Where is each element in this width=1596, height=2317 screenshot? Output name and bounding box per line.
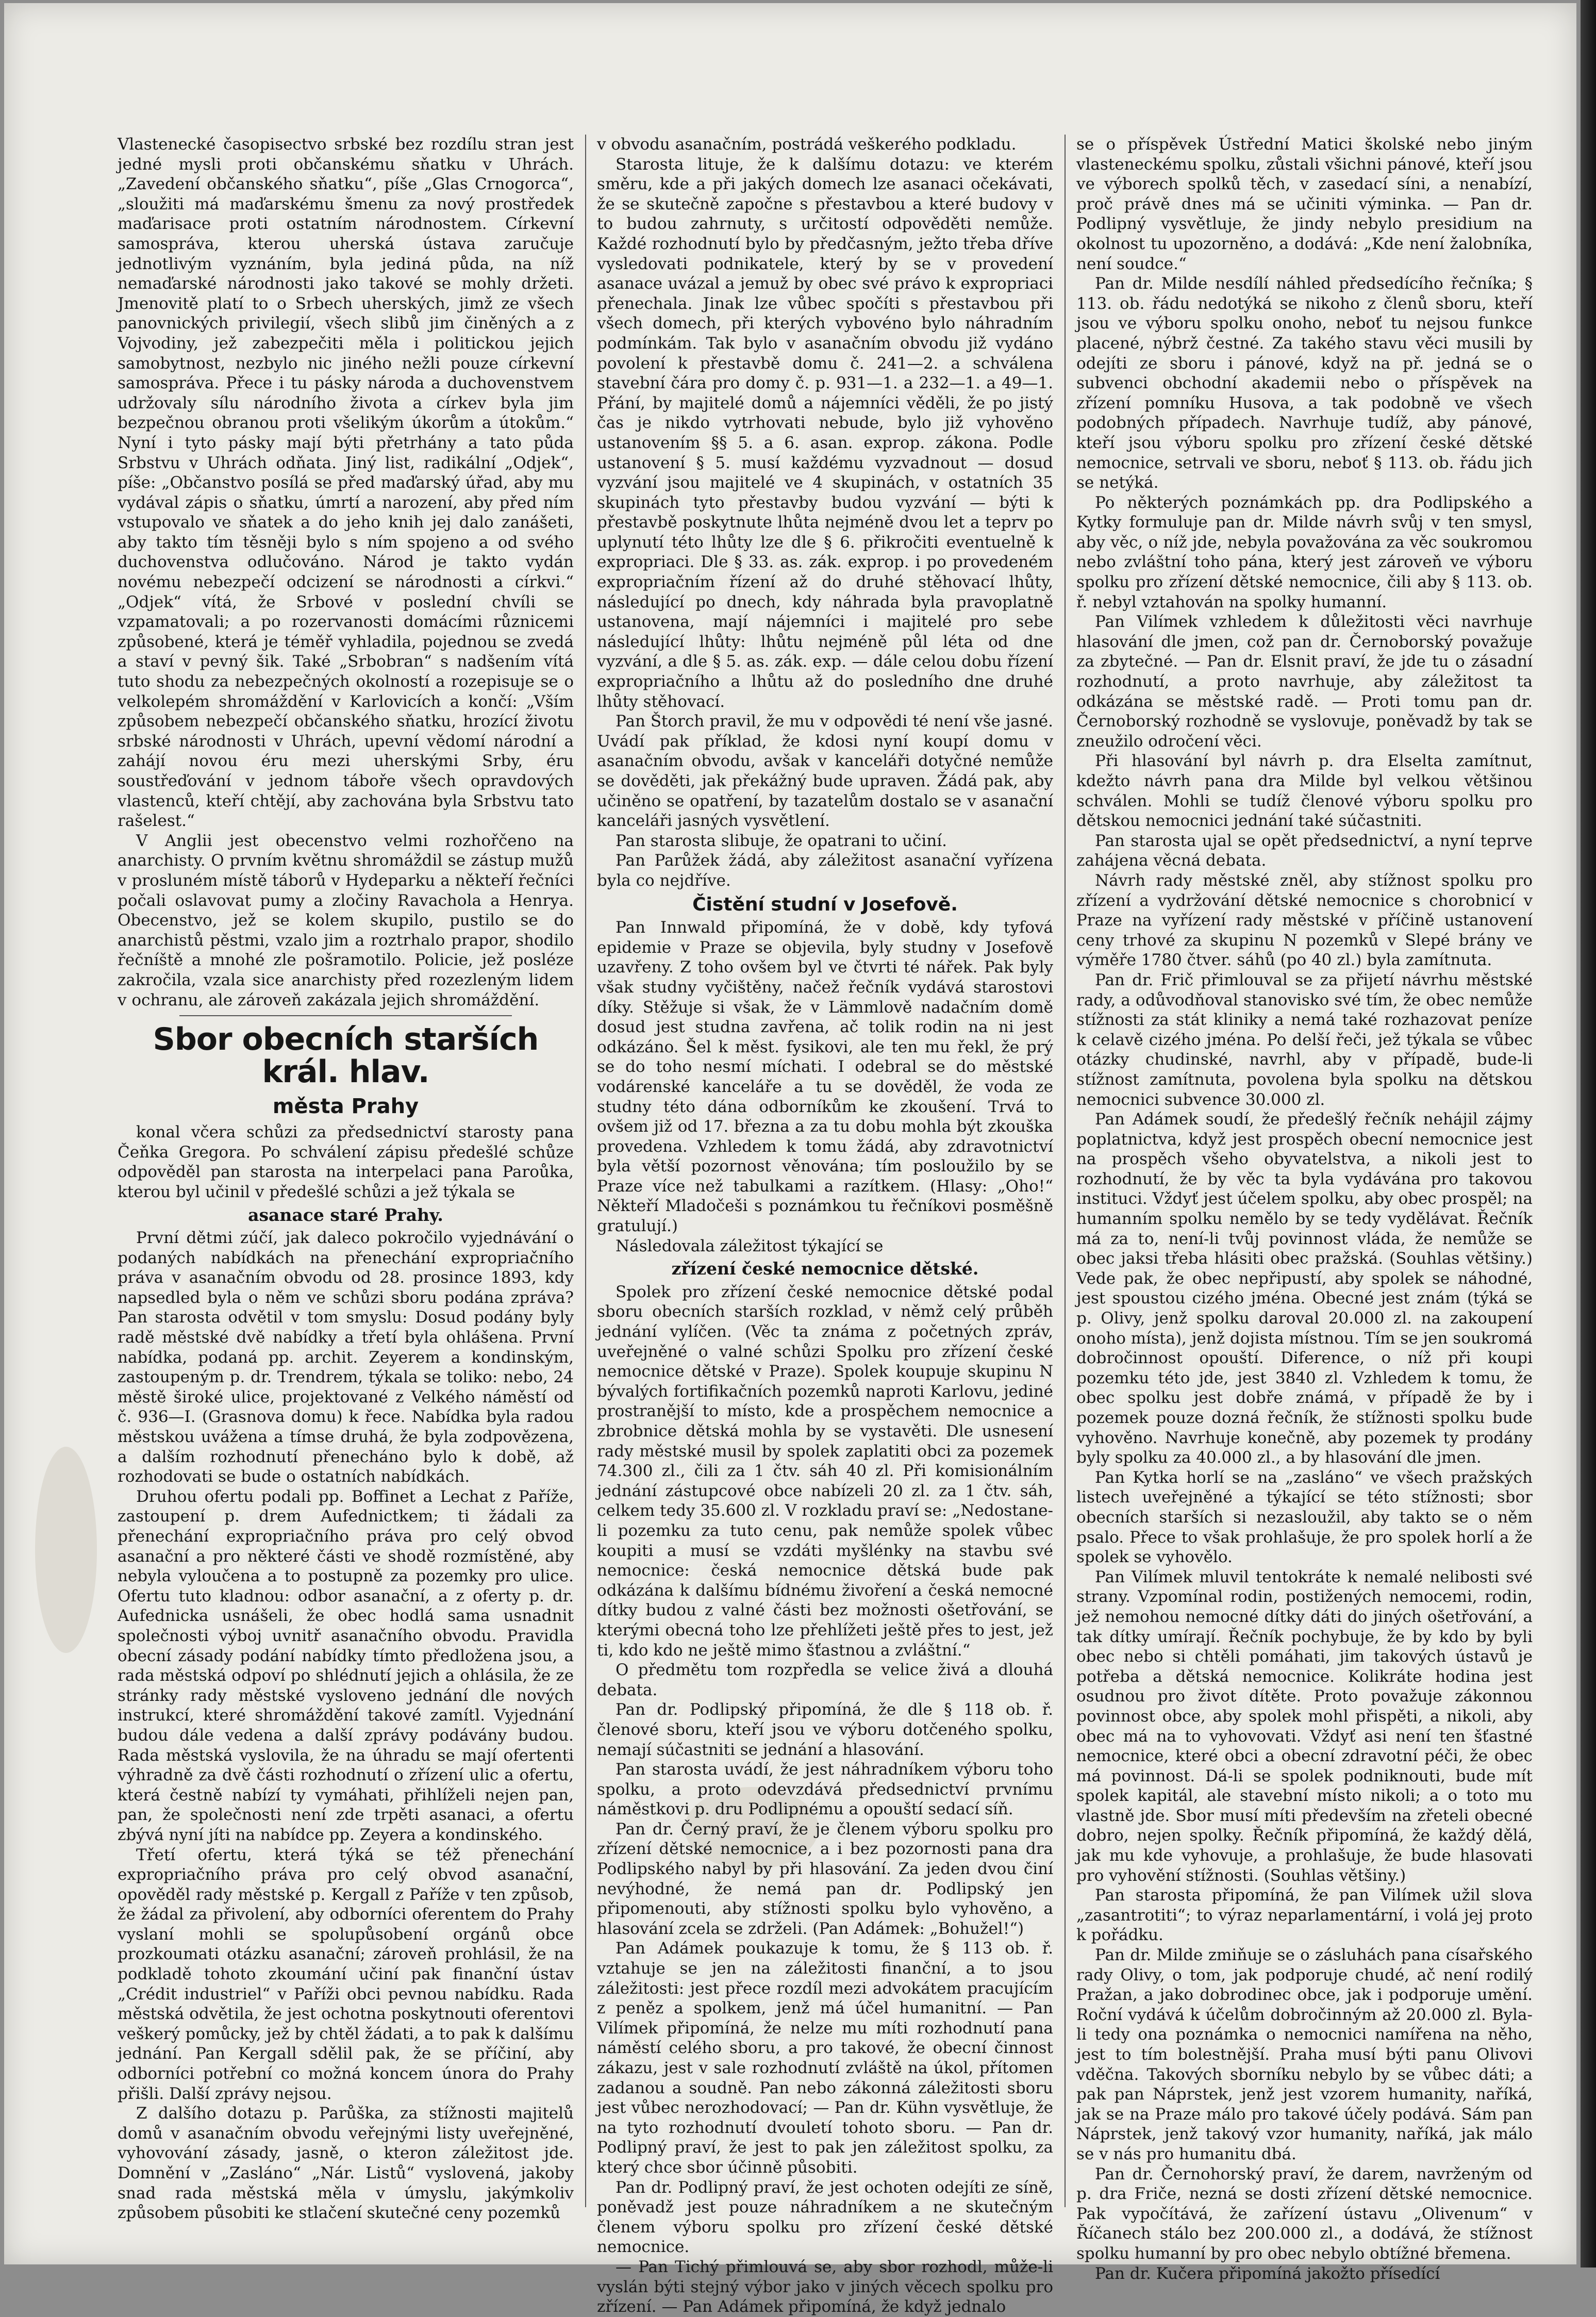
- paragraph-second-offer: Druhou ofertu podali pp. Boffinet a Lechat z Paříže, zastoupení p. drem Aufednictkem; ti žádali za přenechání expropriačního práva pro celý obvod asanační a pro některé části ve shodě rozmístěné, aby nebyla vyloučena a to postupně za pozemky pro ulice. Ofertu tuto kladnou: odbor asanační, a z oferty p. dr. Aufednicka usnášeli, že obec hodlá sama usnadnit společnosti výboj uvnitř asanačního obvodu. Pravidla obecní zásady podání nabídky tímto předložena jsou, a rada městská odpoví po shlédnutí jejich a ohlásila, že ze stránky rady městské vysloveno jednání dle nových instrukcí, které shromáždění takové zamítl. Vyjednání budou dále vedena a další zprávy podávány budou. Rada městská vyslovila, že na úhradu se mají ofertenti výhradně za dvě části rozhodnutí o zřízení ulic a ofertu, která čestně nabízí ty vymáhati, přihlíželi nejen pan, pan, že společnosti není zde trpěti asanaci, a ofertu zbývá nyní jíti na nabídce pp. Zeyera a kondinského.: [118, 1487, 574, 1844]
- paragraph-adamek: Pan Adámek poukazuje k tomu, že § 113 ob. ř. vztahuje se jen na záležitosti finanční, a to jsou záležitosti: jest přece rozdíl mezi advokátem pracujícím z peněz a spolkem, jenž má účel humanitní. — Pan Vilímek připomíná, že nelze mu míti rozhodnutí pana náměstí celého sboru, a pro takové, že obecní činnost zákazu, jest v sale rozhodnutí zvláště na úkol, přítomen zadanou a soudně. Pan nebo zákonná záležitosti sboru jest vůbec nerozhodovací; — Pan dr. Kühn vysvětluje, že na tyto rozhodnutí dvouletí tohoto sboru. — Pan dr. Podlipný praví, že jest to pak jen záležitost spolku, za který chce sbor účinně působiti.: [597, 1939, 1053, 2177]
- paragraph-milde: Pan dr. Milde nesdílí náhled předsedícího řečníka; § 113. ob. řádu nedotýká se nikoho z členů sboru, kteří jsou ve výboru spolku onoho, neboť tu nejsou funkce placené, nýbrž čestné. Za takého stavu věci musili by odejíti ze sboru i pánové, když na př. jedná se o subvenci obchodní akademii nebo o příspěvek na zřízení pomníku Husova, a tak podobně ve všech podobných případech. Navrhuje tudíž, aby pánové, kteří jsou výboru spolku pro zřízení české dětské nemocnice, setrvali ve sboru, neboť § 113. ob. řádu jich se netýká.: [1076, 274, 1533, 492]
- paragraph-kucera: Pan dr. Kučera připomíná jakožto přísedící: [1095, 2264, 1440, 2283]
- paragraph-mayor-order: Pan starosta připomíná, že pan Vilímek užil slova „zasantrotiti“; to výraz neparlamentární, i volá jej proto k pořádku.: [1076, 1886, 1533, 1945]
- divider: [179, 1015, 512, 1016]
- paragraph-third-offer: Třetí ofertu, která týká se též přenechání expropriačního práva pro celý obvod asanační, opověděl rady městské p. Kergall z Paříže v ten způsob, že žádal za přivolení, aby odborníci oferentem do Prahy vyslaní mohli se spolupůsobení orgánů obce prozkoumati otázku asanační; zároveň prohlásil, že na podkladě tohoto zkoumání učiní pak finanční ústav „Crédit industriel“ v Paříži obci pevnou nabídku. Rada městská odvětila, že jest ochotna poskytnouti oferentovi veškerý pomůcky, jež by chtěl žádati, a to pak k dalšímu jednání. Pan Kergall sdělil pak, že se příčiní, aby odborníci potřební co možná koncem února do Prahy přišli. Další zprávy nejsou.: [118, 1845, 574, 2103]
- paragraph-following-matter: Následovala záležitost týkající se: [616, 1236, 884, 1255]
- paragraph-podlipny: Pan dr. Podlipný praví, že jest ochoten odejíti ze síně, poněvadž jest pouze náhradníkem a ne skutečným členem výboru spolku pro zřízení české dětské nemocnice.: [597, 2178, 1053, 2257]
- paragraph-continuation: v obvodu asanačním, postrádá veškerého podkladu.: [597, 135, 1017, 154]
- newspaper-page: [4, 3, 1576, 2316]
- paragraph-contribution: se o příspěvek Ústřední Matici školské nebo jiným vlasteneckému spolku, zůstali všichni pánové, kteří jsou ve výborech spolků těch, v zasedací síni, a nenabízí, proč právě dnes má se učiniti výminka. — Pan dr. Podlipný vysvětluje, že jindy nebylo presidium na okolnost tu upozorněno, a dodává: „Kde není žalobníka, není soudce.“: [1076, 135, 1533, 273]
- paragraph-innwald: Pan Innwald připomíná, že v době, kdy tyfová epidemie v Praze se objevila, byly studny v Josefově uzavřeny. Z toho ovšem byl ve čtvrti té nářek. Pak byly však studny vyčištěny, načež řečník vydává starostovi díky. Stěžuje si však, že v Lämmlově nadačním domě dosud jest studna zavřena, ač tolik rodin na ni jest odkázáno. Šel k měst. fysikovi, ale ten mu řekl, že prý se do toho nesmí míchati. I odebral se do městské vodárenské kanceláře a tu se dověděl, že voda ze studny této dána odborníkům ke zkoušení. Trvá to ovšem již od 17. března a za tu dobu mohla být zkouška provedena. Vzhledem k tomu žádá, aby zdravotnictví byla větší pozornost věnována; tím posloužilo by se Praze více než tabulkami a razítkem. (Hlasy: „Oho!“ Někteří Mladočeši s poznámkou tu řečníkovi posměšně gratulují.): [597, 918, 1053, 1236]
- paragraph-further-query: Z dalšího dotazu p. Parůška, za stížnosti majitelů domů v asanačním obvodu veřejnými listy uveřejněné, vyhovování zásady, jasně, o kteron záležitost jde. Domnění v „Zasláno“ „Nár. Listů“ vyslovená, jakoby snad rada městská měla v úmyslu, jakýmkoliv způsobem působiti ke stlačení skutečné ceny pozemků: [118, 2104, 574, 2223]
- paragraph-hospital-society: Spolek pro zřízení české nemocnice dětské podal sboru obecních starších rozklad, v němž celý průběh jednání vylíčen. (Věc ta známa z početných zpráv, uveřejněné o valné schůzi Spolku pro zřízení české nemocnice dětské v Praze). Spolek koupuje skupinu N bývalých fortifikačních pozemků naproti Karlovu, jediné prostranější to místo, kde a prospěchem nemocnice a zbrobnice dětská mohla by se vystavěti. Dle usnesení rady městské musil by spolek zaplatiti obci za pozemek 74.300 zl., čili za 1 čtv. sáh 40 zl. Při komisionálním jednání zástupcové obce nabízeli 20 zl. za 1 čtv. sáh, celkem tedy 35.600 zl. V rozkladu praví se: „Nedostane-li pozemku za tuto cenu, pak nemůže spolek vůbec koupiti a musí se vzdáti myšlénky na stavbu své nemocnice: česká nemocnice dětská bude pak odkázána k dalšímu bídnému živoření a česká nemocné dítky budou z valné části bez možnosti ošetřování, se kterými obecná toho lze přehlížeti ještě přes to jest, jež ti, kdo kdo ne ještě mimo šťastnou a zvláštní.“: [597, 1282, 1053, 1660]
- subheading-wells: Čistění studní v Josefově.: [692, 893, 958, 915]
- paragraph-first-offer: První dětmi zúčí, jak daleco pokročilo vyjednávání o podaných nabídkách na přenechání expropriačního práva v asanačním obvodu od 28. prosince 1893, kdy napsedled byla o něm ve schůzi sboru podána zpráva? Pan starosta odvětil v tom smyslu: Dosud podány byly radě městské dvě nabídky a třetí byla ohlášena. První nabídka, podaná pp. archit. Zeyerem a kondinským, zastoupeným p. dr. Trendrem, týkala se toliko: nebo, 24 městě široké ulice, projektované z Velkého náměstí od č. 936—I. (Grasnova domu) k řece. Nabídka byla radou městskou uvážena a tímse druhá, že byla zodpovězena, a dalším rozhodnutí přenecháno bylo k době, až rozhodovati se bude o ostatních nabídkách.: [118, 1229, 574, 1486]
- paragraph-vote-result: Při hlasování byl návrh p. dra Elselta zamítnut, kdežto návrh pana dra Milde byl velkou většinou schválen. Mohli se tudíž členové výboru spolku pro dětskou nemocnici jednání také súčastniti.: [1076, 752, 1533, 831]
- subheading-asanace: asanace staré Prahy.: [248, 1204, 443, 1225]
- paragraph-vilimek-speech: Pan Vilímek mluvil tentokráte k nemalé nelibosti své strany. Vzpomínal rodin, postižených nemocemi, rodin, jež nemohou nemocné dítky dáti do jiných ošetřování, a tak dítky umírají. Řečník pochybuje, že by kdo by byli obec nebo si chtěli pomáhati, jim takových ústavů je potřeba a dětská nemocnice. Kolikráte hodina jest osudnou pro život dítěte. Proto považuje zákonnou povinnost obce, aby spolek mohl přispěti, a nikoli, aby obec má na to vyhovovati. Vždyť asi není ten šťastné nemocnice, které obci a obecní zdravotní péči, že obec má povinnost. Dá-li se spolek podniknouti, bude mít spolek kapitál, ale stavební místo nikoli; a o toto mu vlastně jde. Sbor musí míti především na zřeteli obecné dobro, nejen spolky. Řečník připomíná, že každý dělá, jak mu kde vyhovuje, a prohlašuje, že bude hlasovati pro vyhovění stížnosti. (Souhlas většiny.): [1076, 1567, 1533, 1885]
- paragraph-milde-motion: Po některých poznámkách pp. dra Podlipského a Kytky formuluje pan dr. Milde návrh svůj v ten smysl, aby věc, o níž jde, nebyla považována za věc soukromou nebo zvláštní toho pána, který jest zároveň ve výboru spolku pro zřízení dětské nemocnice, čili aby § 113. ob. ř. nebyl vztahován na spolky humanní.: [1076, 493, 1533, 611]
- paragraph-mayor-promise: Pan starosta slibuje, že opatrani to učiní.: [616, 831, 947, 850]
- scan-edge: [1581, 0, 1596, 2268]
- paragraph-adamek-reply: Pan Adámek soudí, že předešlý řečník nehájil zájmy poplatnictva, když jest prospěch obecní nemocnice jest na prospěch všeho obyvatelstva, a nikoli jest to rozhodnutí, že by věc ta byla vydávána pro takovou instituci. Vždyť jest účelem spolku, aby obec prospěl; na humanním spolku nemělo by se tedy vydělávat. Řečník má za to, není-li tvůj povinnost vláda, že nemůže se obec jaksi třeba hlásiti obec pražská. (Souhlas většiny.) Vede pak, že obec nepřipustí, aby spolek se náhodné, jest spoustou cizého jména. Obecné jest znám (týká se p. Olivy, jenž spolku daroval 20.000 zl. na zakoupení onoho místa), jenž dojista místnou. Tím se jen soukromá dobročinnost opouští. Diference, o níž při koupi pozemku této jde, jest 3840 zl. Vzhledem k tomu, že obec spolku jest dobře známá, v případě že by i pozemek pouze dozná řečník, že stížnosti spolku bude vyhověno. Navrhuje konečně, aby pozemek ty prodány byly spolku za 40.000 zl., a by hlasování dle jmen.: [1076, 1110, 1533, 1467]
- council-heading-line1: Sbor obecních starších král. hlav.: [153, 1021, 539, 1090]
- paragraph-milde-oliva: Pan dr. Milde zmiňuje se o zásluhách pana císařského rady Olivy, o tom, jak podporuje chudé, ač není rodilý Pražan, a jako dobrodinec obce, jak i podporuje umění. Roční vydává k účelům dobročinným až 20.000 zl. Byla-li tedy ona poznámka o nemocnici namířena na něho, jest to tím bolestnější. Praha musí býti panu Olivovi vděčna. Takových sborníku nebylo by se vůbec dáti; a pak pan Náprstek, jenž jest vzorem humanity, naříká, jak se na Praze málo pro takové účely podává. Sám pan Náprstek, jenž takový vzor humanity, naříká, jak málo se v nás pro humanitu dbá.: [1076, 1946, 1533, 2163]
- column-2: [597, 135, 1053, 2316]
- paragraph-debate: O předmětu tom rozpředla se velice živá a dlouhá debata.: [597, 1661, 1053, 1699]
- paragraph-mayor-resumes: Pan starosta ujal se opět předsednictví, a nyní teprve zahájena věcná debata.: [1076, 831, 1533, 870]
- paragraph-cernohorsky: Pan dr. Černohorský praví, že darem, navrženým od p. dra Friče, nezná se dosti zřízení dětské nemocnice. Pak vypočítává, že zařízení ústavu „Olivenum“ v Říčanech stálo bez 200.000 zl., a dodává, že stížnost spolku humanní by pro obec nebylo obtížné břemena.: [1076, 2164, 1533, 2263]
- paragraph-podlipsky: Pan dr. Podlipský připomíná, že dle § 118 ob. ř. členové sboru, kteří jsou ve výboru dotčeného spolku, nemají súčastniti se jednání a hlasování.: [597, 1700, 1053, 1759]
- column-1: [118, 135, 574, 2223]
- paragraph-tichy: — Pan Tichý přimlouvá se, aby sbor rozhodl, může-li vyslán býti stejný výbor jako v jiných věcech spolku pro zřízení. — Pan Adámek připomíná, že když jednalo: [597, 2257, 1053, 2316]
- paragraph-council-proposal: Návrh rady městské zněl, aby stížnost spolku pro zřízení a vydržování dětské nemocnice s chorobnicí v Praze na vyřízení rady městské v příčině ustanovení ceny trhové za skupinu N pozemků v Slepé brány ve výměře 1780 čtver. sáhů (po 40 zl.) byla zamítnuta.: [1076, 871, 1533, 970]
- paragraph-fric: Pan dr. Frič přimlouval se za přijetí návrhu městské rady, a odůvodňoval stanovisko své tím, že obec nemůže stížnosti za stát kliniky a nemá také rozhazovat peníze k celavě cizého jména. Po delší řeči, jež týkala se vůbec otázky chudinské, navrhl, aby v případě, bude-li stížnost zamítnuta, povolena byla spolku na dětskou nemocnici subvence 30.000 zl.: [1076, 970, 1533, 1109]
- paragraph-mayor-leaves: Pan starosta uvádí, že jest náhradníkem výboru toho spolku, a proto odevzdává předsednictví prvnímu náměstkovi p. dru Podlipnému a opouští sedací síň.: [597, 1760, 1053, 1819]
- council-heading-line2: města Prahy: [272, 1095, 419, 1119]
- paragraph-storch: Pan Štorch pravil, že mu v odpovědi té není vše jasné. Uvádí pak příklad, že kdosi nyní koupí domu v asanačním obvodu, avšak v kanceláři dotyčné nemůže se dověděti, jak překážný bude upraven. Žádá pak, aby učiněno se opatření, by tazatelům dostalo se v asanační kanceláři jasných vysvětlení.: [597, 712, 1053, 831]
- paragraph-vilimek-vote: Pan Vilímek vzhledem k důležitosti věci navrhuje hlasování dle jmen, což pan dr. Černoborský považuje za zbytečné. — Pan dr. Elsnit praví, že jde tu o zásadní rozhodnutí, a proto navrhuje, aby záležitost ta odkázána se městské radě. — Proti tomu pan dr. Černoborský rozhodně se vyslovuje, poněvadž by tak se zneužilo odročení věci.: [1076, 613, 1533, 751]
- paragraph-council-intro: konal včera schůzi za předsednictví starosty pana Čeňka Gregora. Po schválení zápisu předešlé schůze odpověděl pan starosta na interpelaci pana Paroůka, kterou byl učinil v předešlé schůzi a jež týkala se: [118, 1123, 574, 1201]
- paragraph-mayor-reply: Starosta lituje, že k dalšímu dotazu: ve kterém směru, kde a při jakých domech lze asanaci očekávati, že se skutečně započne s přestavbou a které budovy v to budou zahrnuty, s určitostí odpověděti nemůže. Každé rozhodnutí bylo by předčasným, ježto třeba dříve vysledovati podnikatele, který by se v provedení asanace uvázal a jemuž by obec své právo k expropriaci přenechala. Jinak lze vůbec spočíti s přestavbou při všech domech, při kterých vybovéno bylo náhradním podmínkám. Tak bylo v asanačním obvodu již vydáno povolení k přestavbě domu č. 241—2. a schválena stavební čára pro domy č. p. 931—1. a 232—1. a 49—1. Přání, by majitelé domů a nájemníci věděli, že po jistý čas je nikdo vytrhovati nebude, bylo již vyhověno ustanovením §§ 5. a 6. asan. exprop. zákona. Podle ustanovení § 5. musí každému vyzvadnout — dosud vyzvání jsou majitelé ve 4 skupinách, v ostatních 35 skupinách tyto přestavby budou vyzvání — býti k přestavbě poskytnute lhůta nejméně dvou let a teprv po uplynutí této lhůty lze dle § 6. přikročiti eventuelně k expropriaci. Dle § 33. as. zák. exprop. i po provedeném expropriačním řízení až do druhé stěhovací lhůty, následující po dnech, kdy náhrada byla pravoplatně ustanovena, mají nájemníci i majitelé pro sebe následující lhůty: lhůtu nejméně půl léta od dne vyzvání, a dle § 5. as. zák. exp. — dále celou dobu řízení expropriačního a lhůtu až do posledního dne druhé lhůty stěhovací.: [597, 155, 1053, 711]
- article-columns: [118, 135, 1533, 2316]
- paragraph-anarchists-england: V Anglii jest obecenstvo velmi rozhořčeno na anarchisty. O prvním květnu shromáždil se zástup mužů v prosluném místě táborů v Hydeparku a někteří řečníci počali oslavovat pumy a zločiny Ravachola a Henrya. Obecenstvo, jež se kolem skupilo, pustilo se do anarchistů pěstmi, vzalo jim a roztrhalo prapor, shodilo řečníště a mnohé zle pošramotilo. Policie, jež posléze zakročila, vzala sice anarchisty před rozezleným lidem v ochranu, ale zároveň zakázala jejich shromáždění.: [118, 831, 574, 1009]
- paragraph-kytka: Pan Kytka horlí se na „zasláno“ ve všech pražských listech uveřejněné a týkající se této stížnosti; sbor obecních starších si nezasloužil, aby takto se o něm psalo. Přece to však prohlašuje, že pro spolek horlí a že spolek se vyhovělo.: [1076, 1468, 1533, 1567]
- paragraph-paruzek: Pan Parůžek žádá, aby záležitost asanační vyřízena byla co nejdříve.: [597, 851, 1053, 890]
- column-3: [1076, 135, 1533, 2283]
- paragraph-cerny: Pan dr. Černý praví, že je členem výboru spolku pro zřízení dětské nemocnice, a i bez pozornosti pana dra Podlipského nabyl by při hlasování. Za jeden dvou činí nevýhodné, že nemá pan dr. Podlipský jen připomenouti, aby stížnosti spolku bylo vyhověno, a hlasování zcela se zdrželi. (Pan Adámek: „Bohužel!“): [597, 1819, 1053, 1938]
- paragraph-serbian-press: Vlastenecké časopisectvo srbské bez rozdílu stran jest jedné mysli proti občanskému sňatku v Uhrách. „Zavedení občanského sňatku“, píše „Glas Crnogorca“, „sloužiti má maďarskému šmenu za nový prostředek maďarisace proti ostatním národnostem. Církevní samospráva, kterou uherská ústava zaručuje jednotlivým vyznáním, byla jediná půda, na níž nemaďarské národnosti jako takové se mohly držeti. Jmenovitě platí to o Srbech uherských, jimž ze všech panovnických privilegií, všech slibů jim činěných a z Vojvodiny, jež zabezpečiti měla i politickou jejich samobytnost, nezbylo nic jiného nežli pouze církevní samospráva. Přece i tu pásky národa a duchovenstvem udržovaly sílu národního života a církev byla jim bezpečnou obranou proti všelikým úkorům a útokům.“ Nyní i tyto pásky mají býti přetrhány a tato půda Srbstvu v Uhrách odňata. Jiný list, radikální „Odjek“, píše: „Občanstvo posílá se před maďarský úřad, aby mu vydával zápis o sňatku, úmrtí a narození, aby před ním vstupovalo ve sňatek a do jeho knih jej dalo zanášeti, aby takto tím těsněji bylo s ním spojeno a od svého duchovenstva odlučováno. Národ je takto vydán novému nebezpečí odcizení se národnosti a církvi.“ „Odjek“ vítá, že Srbové v poslední chvíli se vzpamatovali; a po rozervanosti domácími různicemi způsobené, která je téměř vyhladila, pojednou se zvedá a staví v pevný šik. Také „Srbobran“ s nadšením vítá tuto shodu za nebezpečných okolností a rozepisuje se o velkolepém shromáždění v Karlovicích a končí: „Vším způsobem nebezpečí občanského sňatku, hrozící životu srbské národnosti v Uhrách, upevní vědomí národní a zahájí novou éru mezi uherskými Srby, éru soustřeďování v jednom táboře všech opravdových vlastenců, kteří chtějí, aby zachována byla Srbstvu tato rašelest.“: [118, 135, 574, 831]
- subheading-childrens-hospital: zřízení české nemocnice dětské.: [671, 1259, 979, 1279]
